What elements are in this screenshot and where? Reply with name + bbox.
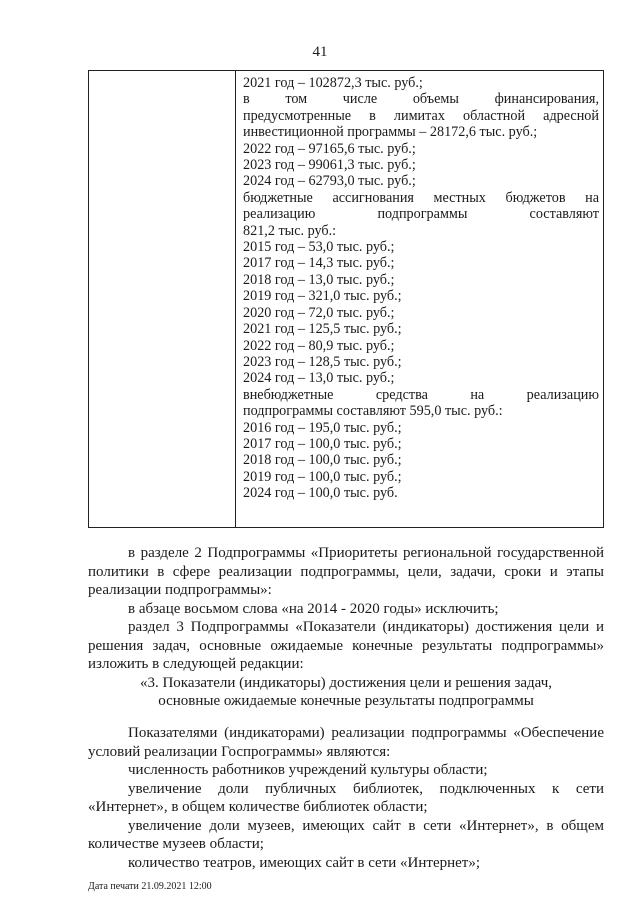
table-line: 2017 год – 100,0 тыс. руб.; (243, 435, 402, 452)
financing-cell (243, 75, 599, 502)
table-line: 2018 год – 100,0 тыс. руб.; (243, 452, 402, 469)
body-text-upper (88, 544, 604, 711)
table-line: 2021 год – 125,5 тыс. руб.; (243, 321, 402, 338)
table-line: 2019 год – 100,0 тыс. руб.; (243, 468, 402, 485)
table-line: подпрограммы составляют 595,0 тыс. руб.: (243, 403, 503, 420)
table-line: 2024 год – 100,0 тыс. руб. (243, 485, 398, 502)
paragraph-indicators-intro: Показателями (индикаторами) реализации подпрограммы «Обеспечение условий реализации Госпрограммы» являются: (88, 725, 604, 760)
table-line: предусмотренные в лимитах областной адресной (243, 107, 599, 124)
table-line: 2023 год – 99061,3 тыс. руб.; (243, 157, 416, 174)
table-line: 2023 год – 128,5 тыс. руб.; (243, 353, 402, 370)
table-line: 2017 год – 14,3 тыс. руб.; (243, 255, 395, 272)
table-line: 2024 год – 13,0 тыс. руб.; (243, 370, 395, 387)
table-line: 821,2 тыс. руб.: (243, 222, 337, 239)
paragraph-section2: в разделе 2 Подпрограммы «Приоритеты региональной государственной политики в сфере реализации подпрограммы, цели, задачи, сроки и этапы реализации подпрограммы»: (88, 545, 604, 598)
paragraph-museums-share: увеличение доли музеев, имеющих сайт в сети «Интернет», в общем количестве музеев области; (88, 817, 604, 852)
paragraph-exclude-words: в абзаце восьмом слова «на 2014 - 2020 годы» исключить; (128, 600, 499, 617)
table-line: 2016 год – 195,0 тыс. руб.; (243, 419, 402, 436)
table-line: 2022 год – 97165,6 тыс. руб.; (243, 140, 416, 157)
table-line: 2015 год – 53,0 тыс. руб.; (243, 239, 395, 256)
table-line: 2024 год – 62793,0 тыс. руб.; (243, 173, 416, 190)
paragraph-libraries-share: увеличение доли публичных библиотек, подключенных к сети «Интернет», в общем количестве библиотек области; (88, 780, 604, 815)
paragraph-theatres-count: количество театров, имеющих сайт в сети «Интернет»; (128, 854, 481, 871)
table-line: 2020 год – 72,0 тыс. руб.; (243, 304, 395, 321)
section3-heading-line2: основные ожидаемые конечные результаты подпрограммы (158, 693, 534, 709)
table-line: 2022 год – 80,9 тыс. руб.; (243, 337, 395, 354)
paragraph-staff-count: численность работников учреждений культуры области; (128, 762, 488, 778)
table-line: бюджетные ассигнования местных бюджетов на (243, 189, 599, 206)
table-line: реализацию подпрограммы составляют (243, 206, 599, 223)
paragraph-section3: раздел 3 Подпрограммы «Показатели (индикаторы) достижения цели и решения задач, основные ожидаемые конечные результаты подпрограммы» изложить в следующей редакции: (88, 619, 604, 672)
body-text-lower (88, 724, 604, 872)
print-date-footer: Дата печати 21.09.2021 12:00 (88, 881, 212, 892)
table-column-divider (235, 71, 236, 527)
table-line: 2018 год – 13,0 тыс. руб.; (243, 271, 395, 288)
table-line: в том числе объемы финансирования, (243, 91, 599, 108)
page-number: 41 (312, 44, 328, 60)
table-line: 2019 год – 321,0 тыс. руб.; (243, 288, 402, 305)
financing-table (88, 70, 604, 528)
table-line: 2021 год – 102872,3 тыс. руб.; (243, 75, 423, 91)
table-line: внебюджетные средства на реализацию (243, 386, 599, 403)
table-line: инвестиционной программы – 28172,6 тыс. руб.; (243, 124, 538, 141)
section3-heading-line1: «3. Показатели (индикаторы) достижения цели и решения задач, (139, 674, 553, 691)
